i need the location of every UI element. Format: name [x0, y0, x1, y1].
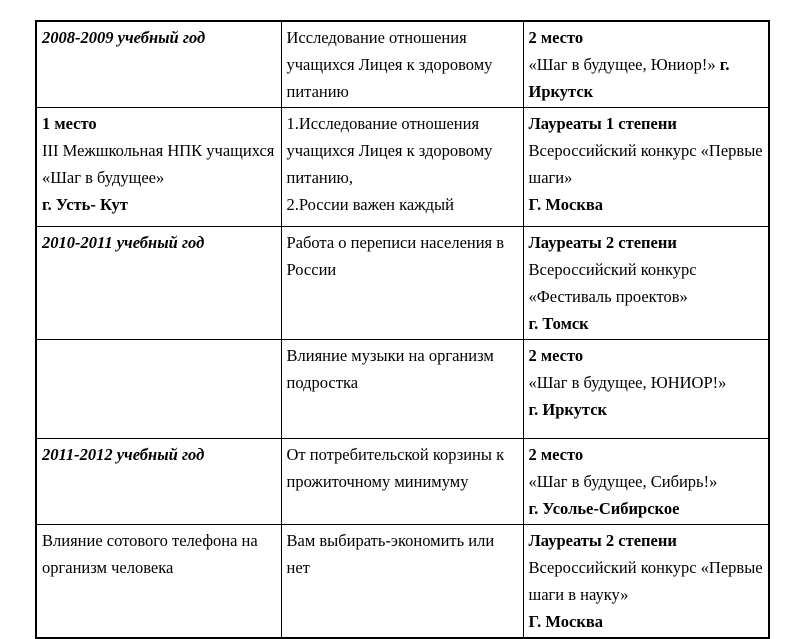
cell-paragraph	[42, 441, 276, 468]
table-cell	[281, 227, 523, 340]
text-run: Г. Москва	[528, 612, 603, 631]
cell-paragraph	[529, 342, 764, 369]
text-run: 2011-2012 учебный год	[42, 445, 205, 464]
cell-paragraph	[529, 468, 764, 495]
cell-paragraph	[529, 554, 764, 608]
text-run: Г. Москва	[528, 195, 603, 214]
text-run: г. Усть- Кут	[42, 195, 128, 214]
cell-paragraph	[287, 441, 518, 495]
table-cell	[281, 525, 523, 639]
table-cell	[281, 21, 523, 108]
cell-paragraph	[529, 256, 764, 310]
table-cell	[281, 439, 523, 525]
table-cell	[523, 108, 769, 227]
text-run: Лауреаты 2 степени	[528, 531, 677, 550]
cell-paragraph	[529, 369, 764, 396]
table-cell	[36, 227, 281, 340]
cell-paragraph	[529, 229, 764, 256]
table-row	[36, 439, 769, 525]
cell-paragraph	[287, 527, 518, 581]
text-run: «Шаг в будущее, ЮНИОР!»	[528, 373, 727, 392]
table-cell	[523, 439, 769, 525]
table-cell	[281, 108, 523, 227]
cell-paragraph	[42, 110, 276, 137]
text-run: г. Усолье-Сибирское	[528, 499, 680, 518]
table-cell	[36, 21, 281, 108]
text-run: Лауреаты 2 степени	[528, 233, 677, 252]
cell-paragraph	[529, 396, 764, 423]
table-cell	[36, 525, 281, 639]
text-run: 2 место	[528, 28, 584, 47]
cell-paragraph	[42, 137, 276, 191]
table-row	[36, 227, 769, 340]
cell-paragraph	[529, 24, 764, 51]
text-run: 2010-2011 учебный год	[42, 233, 205, 252]
text-run: г. Иркутск	[528, 55, 730, 101]
cell-paragraph	[42, 527, 276, 581]
text-run: г. Томск	[528, 314, 589, 333]
text-run: 2008-2009 учебный год	[42, 28, 206, 47]
cell-paragraph	[529, 608, 764, 635]
text-run: 1 место	[42, 114, 97, 133]
cell-paragraph	[529, 310, 764, 337]
cell-paragraph	[287, 110, 518, 191]
text-run: Всероссийский конкурс «Фестиваль проектов»	[528, 260, 697, 306]
text-run: «Шаг в будущее, Юниор!»	[528, 55, 720, 74]
cell-paragraph	[529, 110, 764, 137]
text-run: Лауреаты 1 степени	[528, 114, 677, 133]
table-row	[36, 108, 769, 227]
text-run: III Межшкольная НПК учащихся «Шаг в будущее»	[42, 141, 275, 187]
table-cell	[36, 340, 281, 439]
cell-paragraph	[42, 24, 276, 51]
cell-paragraph	[529, 441, 764, 468]
text-run: Влияние музыки на организм подростка	[286, 346, 494, 392]
table-cell	[523, 525, 769, 639]
text-run: Вам выбирать-экономить или нет	[286, 531, 495, 577]
text-run: 2 место	[528, 445, 584, 464]
table-row	[36, 340, 769, 439]
table-cell	[36, 439, 281, 525]
text-run: Всероссийский конкурс «Первые шаги»	[528, 141, 763, 187]
cell-paragraph	[529, 527, 764, 554]
table-cell	[36, 108, 281, 227]
cell-paragraph	[287, 191, 518, 218]
awards-table-body	[36, 21, 769, 638]
table-cell	[523, 227, 769, 340]
table-cell	[523, 21, 769, 108]
text-run: Всероссийский конкурс «Первые шаги в науку»	[528, 558, 763, 604]
table-row	[36, 21, 769, 108]
text-run: 2.России важен каждый	[286, 195, 454, 214]
text-run: От потребительской корзины к прожиточному минимуму	[286, 445, 505, 491]
cell-paragraph	[287, 342, 518, 396]
table-row	[36, 525, 769, 639]
cell-paragraph	[529, 191, 764, 218]
cell-paragraph	[287, 24, 518, 105]
awards-table	[35, 20, 770, 639]
table-cell	[281, 340, 523, 439]
cell-paragraph	[529, 495, 764, 522]
cell-paragraph	[529, 51, 764, 105]
text-run: Влияние сотового телефона на организм человека	[42, 531, 258, 577]
cell-paragraph	[287, 229, 518, 283]
text-run: Исследование отношения учащихся Лицея к здоровому питанию	[286, 28, 493, 101]
text-run: «Шаг в будущее, Сибирь!»	[528, 472, 718, 491]
cell-paragraph	[42, 191, 276, 218]
text-run: г. Иркутск	[528, 400, 608, 419]
cell-paragraph	[529, 137, 764, 191]
cell-paragraph	[42, 229, 276, 256]
text-run: 2 место	[528, 346, 584, 365]
text-run: 1.Исследование отношения учащихся Лицея к здоровому питанию,	[286, 114, 493, 187]
table-cell	[523, 340, 769, 439]
text-run: Работа о переписи населения в России	[286, 233, 505, 279]
